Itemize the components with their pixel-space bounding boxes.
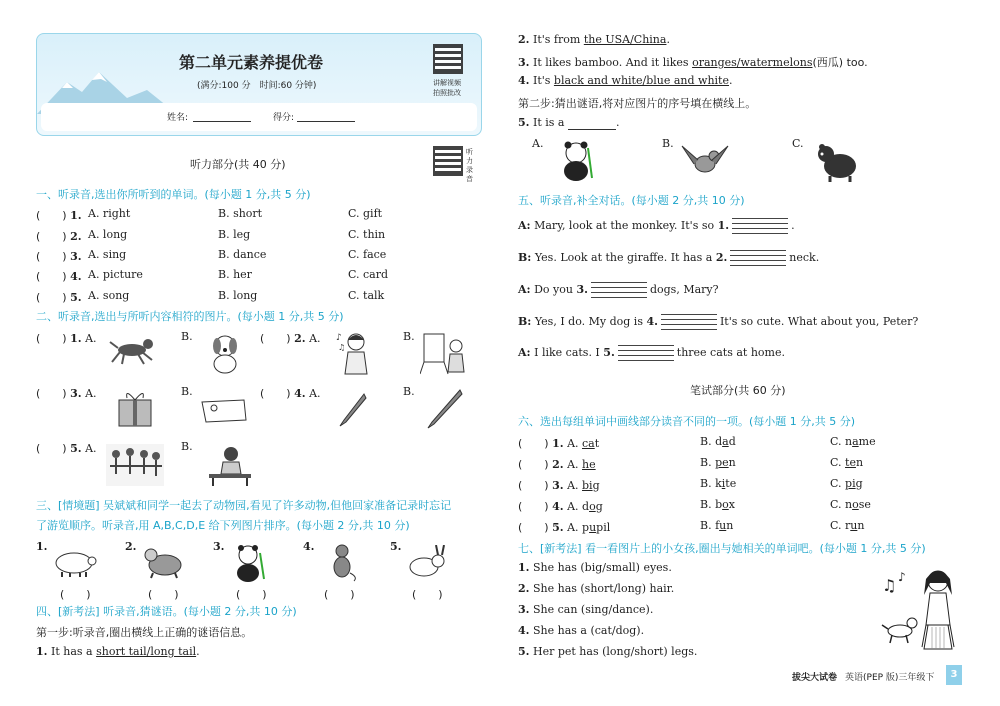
panda-image xyxy=(232,543,268,583)
q-text-end: . xyxy=(196,645,200,658)
qr1-label-2: 拍照批改 xyxy=(433,89,461,97)
section7-heading: 七、[新考法] 看一看图片上的小女孩,圈出与她相关的单词吧。(每小题 1 分,共 5 分) xyxy=(518,542,926,555)
opt-pre: B. xyxy=(700,456,716,469)
long-pencil-image xyxy=(424,388,464,430)
opt-post: d xyxy=(728,435,736,448)
speaker: A: xyxy=(518,219,531,232)
q-text: It's from xyxy=(532,33,581,46)
option-b xyxy=(700,477,736,490)
dialogue-end: It's so cute. What about you, Peter? xyxy=(719,315,919,328)
answer-paren[interactable]: ( ) xyxy=(36,250,67,263)
item-num: 5. xyxy=(70,291,82,304)
answer-paren[interactable]: ( ) xyxy=(36,332,67,345)
rabbit-image xyxy=(404,545,448,579)
opt-pre: A. xyxy=(567,479,583,492)
option-b: B. leg xyxy=(218,228,251,241)
answer-paren[interactable]: ( ) xyxy=(260,332,291,345)
opt-post: n xyxy=(728,456,736,469)
option-b: B. her xyxy=(218,268,252,281)
item-num: 2. xyxy=(294,332,306,345)
opt-pre: A. xyxy=(567,437,583,450)
option-b xyxy=(700,435,736,448)
option-b: B. short xyxy=(218,207,263,220)
section6-heading: 六、选出每组单词中画线部分读音不同的一项。(每小题 1 分,共 5 分) xyxy=(518,415,856,428)
option-c xyxy=(830,498,871,511)
item-num: 2. xyxy=(552,458,564,471)
item-num: 5. xyxy=(552,521,564,534)
opt-pre: A. xyxy=(567,458,583,471)
item-num: 5. xyxy=(518,645,530,658)
item-num: 3. xyxy=(70,250,82,263)
option-b xyxy=(700,498,735,511)
list-item xyxy=(36,289,82,305)
speaker: B: xyxy=(518,315,532,328)
item-num: 4. xyxy=(552,500,564,513)
item-num: 2. xyxy=(70,230,82,243)
item-num: 3. xyxy=(552,479,564,492)
riddle-q5 xyxy=(518,116,619,130)
sitting-dog-image xyxy=(205,332,245,374)
item-text[interactable]: She can (sing/dance). xyxy=(532,603,654,616)
opt-pre: C. n xyxy=(830,435,853,448)
item-text[interactable]: She has (short/long) hair. xyxy=(532,582,675,595)
opt-pre: A. p xyxy=(567,521,590,534)
dialogue-text: Do you xyxy=(534,283,573,296)
opt-pre: C. r xyxy=(830,519,851,532)
opt-post: me xyxy=(858,435,876,448)
item-num: 5. xyxy=(518,116,530,129)
answer-paren[interactable]: ( ) xyxy=(518,458,549,471)
opt-post: n xyxy=(726,519,734,532)
answer-paren[interactable]: ( ) xyxy=(518,437,549,450)
s2-q1 xyxy=(36,330,97,346)
svg-text:♫: ♫ xyxy=(338,343,346,352)
option-b-label: B. xyxy=(181,330,193,343)
choice-text[interactable]: the USA/China xyxy=(583,33,667,46)
opt-post: se xyxy=(858,498,871,511)
item-text[interactable]: She has (big/small) eyes. xyxy=(532,561,672,574)
option-b-label: B. xyxy=(181,385,193,398)
short-pencil-image xyxy=(338,392,368,428)
dialogue-end: neck. xyxy=(789,251,820,264)
qr1-label-1: 讲解视频 xyxy=(433,79,461,87)
qr2-label: 听力录音 xyxy=(466,148,473,183)
option-c xyxy=(830,477,863,490)
option-b: B. long xyxy=(218,289,258,302)
option-b xyxy=(700,519,733,532)
section3-heading-2: 了游览顺序。听录音,用 A,B,C,D,E 给下列图片排序。(每小题 2 分,共 10 分) xyxy=(36,519,410,532)
answer-paren[interactable]: ( ) xyxy=(36,230,67,243)
item-num: 3. xyxy=(518,56,530,69)
list-item xyxy=(36,228,82,244)
answer-blank[interactable] xyxy=(568,116,616,130)
opt-ul: o xyxy=(722,498,729,511)
opt-ul: u xyxy=(589,521,597,534)
dialogue-line-2 xyxy=(518,250,819,266)
item-num: 2. xyxy=(125,540,137,553)
list-item xyxy=(518,624,644,637)
answer-paren[interactable]: ( ) xyxy=(36,442,67,455)
answer-paren[interactable]: ( ) xyxy=(36,270,67,283)
score-label: 得分: xyxy=(273,113,295,123)
opt-ul: a xyxy=(852,435,859,448)
list-item xyxy=(518,561,672,574)
answer-paren[interactable]: ( ) xyxy=(36,387,67,400)
turtle-image xyxy=(143,545,185,579)
s2-q3 xyxy=(36,385,97,401)
riddle-q3 xyxy=(518,54,868,70)
opt-post: te xyxy=(725,477,737,490)
option-a-label: A. xyxy=(85,332,97,345)
opt-ul: o xyxy=(852,498,859,511)
choice-text[interactable]: black and white/blue and white xyxy=(553,74,729,87)
dialogue-text: I like cats. I xyxy=(534,346,600,359)
item-num: 1. xyxy=(70,332,82,345)
opt-ul: te xyxy=(845,456,856,469)
opt-pre: B. f xyxy=(700,519,720,532)
four-line-blank[interactable] xyxy=(618,345,674,361)
table-row xyxy=(518,435,599,451)
option-c xyxy=(830,456,863,469)
list-item xyxy=(518,645,697,658)
bird-image xyxy=(680,140,730,182)
choice-text[interactable]: oranges/watermelons xyxy=(692,56,813,69)
girl-with-dog-image xyxy=(880,565,970,655)
opt-pre: C. xyxy=(830,456,846,469)
qr-code-video[interactable] xyxy=(433,44,463,74)
opt-post: g xyxy=(595,500,603,513)
item-num: 4. xyxy=(646,315,658,328)
score-field[interactable] xyxy=(297,121,355,122)
item-num: 1. xyxy=(552,437,564,450)
item-num: 4. xyxy=(70,270,82,283)
answer-paren[interactable]: ( ) xyxy=(148,588,179,601)
exam-meta: (满分:100 分 时间:60 分钟) xyxy=(197,81,317,91)
table-row xyxy=(518,456,596,472)
four-line-blank[interactable] xyxy=(732,218,788,234)
item-num: 1. xyxy=(518,561,530,574)
item-text[interactable]: She has a (cat/dog). xyxy=(532,624,645,637)
table-row xyxy=(518,498,603,514)
option-a-label: A. xyxy=(309,332,321,345)
dialogue-text: Mary, look at the monkey. It's so xyxy=(534,219,715,232)
riddle-q1 xyxy=(36,645,200,658)
option-c: C. thin xyxy=(348,228,386,241)
speaker: A: xyxy=(518,283,531,296)
q-text-end: (西瓜) too. xyxy=(812,56,868,69)
option-a: A. right xyxy=(88,207,131,220)
opt-post: g xyxy=(855,477,863,490)
option-c-label: C. xyxy=(792,137,804,150)
item-num: 1. xyxy=(36,645,48,658)
item-num: 5. xyxy=(603,346,615,359)
list-item xyxy=(36,207,82,223)
dialogue-line-1 xyxy=(518,218,795,234)
list-item xyxy=(518,603,653,616)
item-num: 2. xyxy=(518,582,530,595)
opt-post: n xyxy=(857,519,865,532)
option-b-label: B. xyxy=(181,440,193,453)
answer-paren[interactable]: ( ) xyxy=(518,479,549,492)
answer-paren[interactable]: ( ) xyxy=(518,521,549,534)
answer-paren[interactable]: ( ) xyxy=(36,291,67,304)
option-c xyxy=(830,519,864,532)
s2-q4 xyxy=(260,385,321,401)
section4-heading: 四、[新考法] 听录音,猜谜语。(每小题 2 分,共 10 分) xyxy=(36,605,297,618)
option-c: C. gift xyxy=(348,207,383,220)
panda-image xyxy=(558,140,598,182)
s2-q2 xyxy=(260,330,321,346)
opt-post: x xyxy=(728,498,735,511)
opt-pre: B. k xyxy=(700,477,722,490)
qr-code-audio[interactable] xyxy=(433,146,463,176)
item-num: 2. xyxy=(715,251,728,264)
option-c: C. face xyxy=(348,248,387,261)
table-row xyxy=(518,519,610,535)
section4-step2: 第二步:猜出谜语,将对应图片的序号填在横线上。 xyxy=(518,97,757,110)
item-num: 3. xyxy=(70,387,82,400)
option-a-label: A. xyxy=(85,442,97,455)
option-b-label: B. xyxy=(403,330,415,343)
section3-heading-1: 三、[情境题] 吴斌斌和同学一起去了动物园,看见了许多动物,但他回家准备记录时忘记 xyxy=(36,499,452,512)
option-b-label: B. xyxy=(662,137,674,150)
item-num: 4. xyxy=(294,387,306,400)
girl-at-desk-image xyxy=(205,444,255,486)
item-num: 5. xyxy=(70,442,82,455)
dialogue-line-4 xyxy=(518,314,918,330)
opt-ul: pe xyxy=(715,456,729,469)
student-info-bar xyxy=(41,103,477,131)
right-page xyxy=(500,0,1000,706)
option-a: A. long xyxy=(88,228,128,241)
four-line-blank[interactable] xyxy=(730,250,786,266)
section4-step1: 第一步:听录音,圈出横线上正确的谜语信息。 xyxy=(36,626,253,639)
drawing-girl-image xyxy=(420,330,468,376)
bear-image xyxy=(816,140,860,182)
list-item xyxy=(518,582,674,595)
answer-paren[interactable]: ( ) xyxy=(518,500,549,513)
opt-pre: B. d xyxy=(700,435,723,448)
opt-ul: ca xyxy=(582,437,595,450)
item-num: 4. xyxy=(303,540,315,553)
item-num: 1. xyxy=(36,540,48,553)
item-num: 3. xyxy=(213,540,225,553)
exam-header xyxy=(36,33,482,136)
riddle-q2 xyxy=(518,33,670,46)
svg-text:♪: ♪ xyxy=(336,333,342,343)
table-row xyxy=(518,477,600,493)
option-c: C. talk xyxy=(348,289,385,302)
opt-ul: he xyxy=(582,458,596,471)
q-text: It's xyxy=(532,74,551,87)
option-b: B. dance xyxy=(218,248,267,261)
listening-title: 听力部分(共 40 分) xyxy=(190,158,286,171)
q-text-end: . xyxy=(615,116,620,129)
opt-pre: C. n xyxy=(830,498,853,511)
opt-ul: a xyxy=(722,435,729,448)
option-a-label: A. xyxy=(85,387,97,400)
s2-q5 xyxy=(36,440,97,456)
item-num: 3. xyxy=(576,283,588,296)
item-num: 1. xyxy=(717,219,730,232)
four-line-blank[interactable] xyxy=(591,282,647,298)
opt-post: pil xyxy=(596,521,611,534)
opt-pre: B. b xyxy=(700,498,723,511)
opt-post: g xyxy=(592,479,600,492)
q-text: It has a xyxy=(50,645,93,658)
pig-image xyxy=(50,548,100,578)
item-num: 4. xyxy=(518,624,530,637)
item-num: 3. xyxy=(518,603,530,616)
riddle-q4 xyxy=(518,74,732,87)
answer-paren[interactable]: ( ) xyxy=(236,588,267,601)
q-text-end: . xyxy=(666,33,670,46)
opt-post: t xyxy=(594,437,600,450)
opt-ul: i xyxy=(721,477,726,490)
answer-paren[interactable]: ( ) xyxy=(36,209,67,222)
section2-heading: 二、听录音,选出与所听内容相符的图片。(每小题 1 分,共 5 分) xyxy=(36,310,344,323)
exam-title: 第二单元素养提优卷 xyxy=(179,53,324,72)
writing-title: 笔试部分(共 60 分) xyxy=(690,384,786,397)
answer-paren[interactable]: ( ) xyxy=(412,588,443,601)
answer-paren[interactable]: ( ) xyxy=(60,588,91,601)
dialogue-end: dogs, Mary? xyxy=(649,283,719,296)
dialogue-line-3 xyxy=(518,282,719,298)
dialogue-text: Yes. Look at the giraffe. It has a xyxy=(534,251,713,264)
name-field[interactable] xyxy=(193,121,251,122)
page-number: 3 xyxy=(946,665,962,685)
svg-text:♪: ♪ xyxy=(898,570,906,584)
opt-ul: o xyxy=(589,500,596,513)
option-a-label: A. xyxy=(309,387,321,400)
answer-paren[interactable]: ( ) xyxy=(260,387,291,400)
opt-ul: pi xyxy=(845,477,856,490)
section5-heading: 五、听录音,补全对话。(每小题 2 分,共 10 分) xyxy=(518,194,745,207)
q-text: It is a xyxy=(532,116,565,129)
singing-girl-image xyxy=(334,330,376,376)
monkey-image xyxy=(326,543,358,583)
item-text[interactable]: Her pet has (long/short) legs. xyxy=(532,645,698,658)
speaker: A: xyxy=(518,346,531,359)
footer-subject: 英语(PEP 版)三年级下 xyxy=(845,673,935,683)
svg-text:♫: ♫ xyxy=(882,576,897,595)
item-num: 2. xyxy=(518,33,530,46)
answer-paren[interactable]: ( ) xyxy=(324,588,355,601)
choice-text[interactable]: short tail/long tail xyxy=(96,645,197,658)
option-c xyxy=(830,435,876,448)
gift-box-image xyxy=(115,388,155,428)
item-num: 1. xyxy=(70,209,82,222)
option-b xyxy=(700,456,736,469)
item-num: 5. xyxy=(390,540,402,553)
item-num: 4. xyxy=(518,74,530,87)
dialogue-text: Yes, I do. My dog is xyxy=(534,315,643,328)
option-c: C. card xyxy=(348,268,389,281)
speaker: B: xyxy=(518,251,532,264)
children-playing-image xyxy=(106,444,164,486)
list-item xyxy=(36,268,82,284)
option-b-label: B. xyxy=(403,385,415,398)
q-text: It likes bamboo. And it likes xyxy=(532,56,689,69)
list-item xyxy=(36,248,82,264)
opt-ul: u xyxy=(719,519,727,532)
running-dog-image xyxy=(108,330,158,368)
four-line-blank[interactable] xyxy=(661,314,717,330)
q-text-end: . xyxy=(728,74,733,87)
dialogue-line-5 xyxy=(518,345,785,361)
name-label: 姓名: xyxy=(167,113,189,123)
option-a-label: A. xyxy=(532,137,544,150)
opt-pre: C. xyxy=(830,477,846,490)
opt-ul: bi xyxy=(582,479,593,492)
opt-post: n xyxy=(855,456,864,469)
dialogue-end: . xyxy=(791,219,795,232)
dialogue-end: three cats at home. xyxy=(676,346,785,359)
card-image xyxy=(200,398,248,424)
option-a: A. song xyxy=(88,289,130,302)
opt-ul: u xyxy=(850,519,858,532)
option-a: A. sing xyxy=(88,248,127,261)
section1-heading: 一、听录音,选出你所听到的单词。(每小题 1 分,共 5 分) xyxy=(36,188,311,201)
option-a: A. picture xyxy=(88,268,143,281)
footer-brand: 拔尖大试卷 xyxy=(792,673,838,683)
opt-pre: A. d xyxy=(567,500,590,513)
